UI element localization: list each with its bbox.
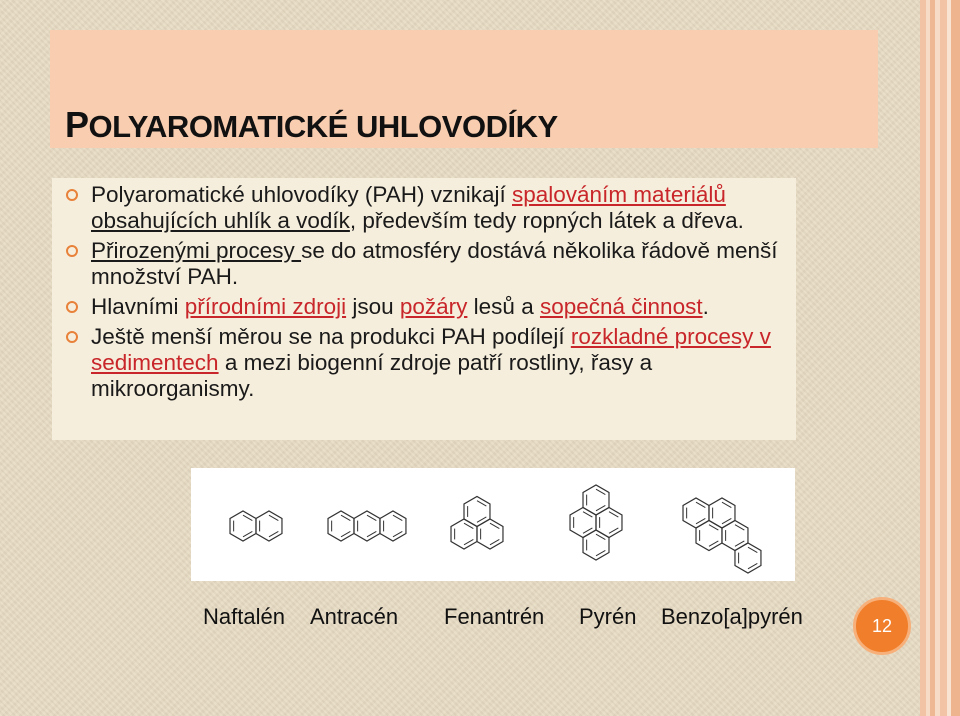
pah-structures-image [191, 468, 795, 581]
bullet-text: obsahujících uhlík a vodík [91, 208, 350, 233]
bullet-text: , především tedy ropných látek a dřeva. [349, 208, 744, 233]
bullet-text: přírodními zdroji [184, 294, 347, 319]
bullet-text: a mezi biogenní zdroje patří rostliny, řasy a mikroorganismy. [91, 350, 653, 401]
bullet-list [66, 182, 796, 406]
bullet-text: rozkladné procesy v sedimentech [91, 324, 771, 375]
bullet-text: jsou [346, 294, 400, 319]
bullet-text: spalováním materiálů [512, 182, 726, 207]
bullet-text: požáry [399, 294, 468, 319]
bullet-text: Polyaromatické uhlovodíky (PAH) vznikají [91, 182, 512, 207]
molecule-panel [191, 468, 795, 581]
bullet-item [66, 182, 796, 234]
bullet-item [66, 294, 796, 320]
bullet-text: . [702, 294, 709, 319]
bullet-item [66, 324, 796, 402]
bullet-text: Přirozenými procesy [91, 238, 302, 263]
bullet-item [66, 238, 796, 290]
slide-title: POLYAROMATICKÉ UHLOVODÍKY [65, 104, 558, 145]
bullet-text: lesů a [467, 294, 540, 319]
label-antracen: Antracén [310, 604, 399, 629]
bullet-circle-icon [66, 189, 78, 201]
bullet-text: Ještě menší měrou se na produkci PAH podílejí [91, 324, 571, 349]
label-benzopyren: Benzo[a]pyrén [661, 604, 803, 629]
bullet-text: se do atmosféry dostává několika řádově menší množství PAH. [91, 238, 778, 289]
bullet-circle-icon [66, 301, 78, 313]
bullet-circle-icon [66, 331, 78, 343]
bullet-text: Hlavními [91, 294, 185, 319]
bullet-text: sopečná činnost [539, 294, 703, 319]
label-fenantren: Fenantrén [444, 604, 545, 629]
label-pyren: Pyrén [579, 604, 637, 629]
bullet-circle-icon [66, 245, 78, 257]
label-naftalen: Naftalén [203, 604, 285, 629]
page-number-badge: 12 [853, 597, 911, 655]
decorative-stripes [920, 0, 960, 716]
